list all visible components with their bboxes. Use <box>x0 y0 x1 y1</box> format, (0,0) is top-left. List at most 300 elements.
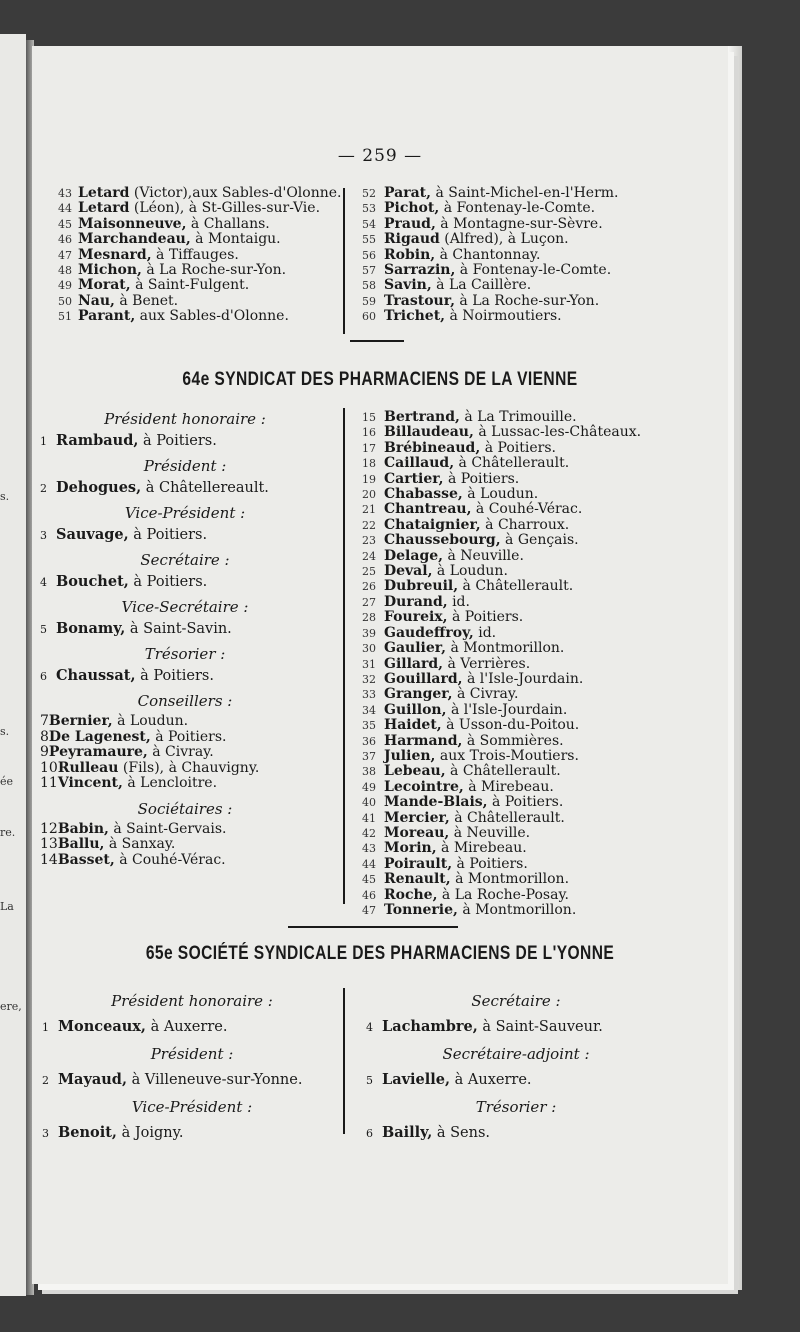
entry-name: Bonamy, <box>56 620 126 637</box>
entry-number: 43 <box>362 842 376 856</box>
list-item <box>362 502 722 517</box>
list-item <box>362 703 722 718</box>
section-64-officers <box>40 402 330 868</box>
entry-location: à La Trimouille. <box>464 409 577 425</box>
entry-name: Letard <box>78 200 130 217</box>
entry-number: 8 <box>40 728 49 745</box>
entry-location: aux Sables-d'Olonne. <box>139 308 289 325</box>
entry-number: 14 <box>40 851 58 868</box>
entry-number: 3 <box>40 529 47 542</box>
officer-entry <box>42 1071 342 1088</box>
entry-name: Morin, <box>384 840 437 857</box>
entry-name: Dehogues, <box>56 479 142 496</box>
list-item <box>362 441 722 456</box>
entry-name: Benoit, <box>58 1124 117 1141</box>
officer-entry <box>42 1124 342 1141</box>
entry-location: à Mirebeau. <box>468 778 554 795</box>
entry-location: à Tiffauges. <box>156 246 239 263</box>
entry-name: Delage, <box>384 547 444 564</box>
entry-number: 20 <box>362 488 376 502</box>
entry-name: Gaulier, <box>384 640 446 657</box>
entry-number: 34 <box>362 703 376 717</box>
officer-title: Président honoraire : <box>104 410 266 428</box>
entry-number: 11 <box>40 775 58 791</box>
entry-name: Foureix, <box>384 609 448 626</box>
edge-fragment: s. <box>0 725 10 738</box>
entry-name: Robin, <box>384 246 436 263</box>
entry-name: Trastour, <box>384 292 455 309</box>
entry-number: 53 <box>362 202 376 216</box>
entry-location: id. <box>452 593 470 610</box>
entry-number: 49 <box>58 279 72 293</box>
edge-fragment: La <box>0 900 14 913</box>
edge-fragment: ere, <box>0 1000 22 1013</box>
entry-number: 1 <box>42 1021 49 1034</box>
list-item <box>40 776 330 792</box>
list-item <box>362 610 722 625</box>
entry-name: Parant, <box>78 308 136 325</box>
entry-location: à Sanxay. <box>108 836 176 852</box>
list-item <box>362 641 722 656</box>
entry-name: Basset, <box>57 851 115 868</box>
edge-fragment: ée <box>0 775 14 788</box>
officer-title: Trésorier : <box>144 645 226 663</box>
entry-number: 49 <box>362 780 376 794</box>
entry-location: (Victor),aux Sables-d'Olonne. <box>133 185 342 201</box>
list-item <box>40 714 330 730</box>
entry-name: Bailly, <box>382 1124 433 1141</box>
entry-location: à Poitiers. <box>484 439 556 456</box>
entry-location: à Joigny. <box>121 1125 184 1141</box>
entry-location: à Poitiers. <box>133 527 208 543</box>
entry-name: Gaudeffroy, <box>384 624 474 641</box>
section-65-right <box>366 982 666 1143</box>
list-item <box>362 309 702 324</box>
officer-title: Secrétaire : <box>140 551 230 569</box>
entry-number: 36 <box>362 734 376 748</box>
entry-location: à Noirmoutiers. <box>449 308 562 325</box>
entry-number: 23 <box>362 534 376 548</box>
entry-number: 60 <box>362 310 376 324</box>
entry-name: Savin, <box>384 277 432 294</box>
entry-name: De Lagenest, <box>48 728 151 745</box>
entry-number: 6 <box>40 670 47 683</box>
entry-location: id. <box>478 624 497 641</box>
entry-name: Bernier, <box>48 713 113 729</box>
entry-name: Haidet, <box>384 717 442 734</box>
entry-number: 27 <box>362 595 376 609</box>
entry-location: à La Roche-Posay. <box>441 886 569 903</box>
entry-location: à Châtellerault. <box>450 763 561 780</box>
list-item <box>58 309 358 324</box>
entry-number: 18 <box>362 457 376 471</box>
officer-entry <box>40 620 330 637</box>
entry-location: à Montagne-sur-Sèvre. <box>440 215 603 232</box>
entry-location: à Poitiers. <box>143 433 217 449</box>
list-item <box>362 248 702 263</box>
section-65-left <box>42 982 342 1143</box>
entry-location: à Verrières. <box>447 655 531 672</box>
entry-number: 55 <box>362 233 376 247</box>
entry-number: 13 <box>40 836 58 852</box>
entry-location: à Sommières. <box>466 732 564 749</box>
list-item <box>362 518 722 533</box>
entry-number: 15 <box>362 411 376 424</box>
entry-number: 30 <box>362 642 376 656</box>
entry-name: Roche, <box>384 886 438 903</box>
entry-location: à Poitiers. <box>492 794 564 811</box>
list-item <box>362 811 722 826</box>
entry-number: 17 <box>362 441 376 455</box>
entry-number: 4 <box>40 576 47 589</box>
entry-location: à Saint-Sauveur. <box>482 1019 603 1035</box>
entry-number: 24 <box>362 549 376 563</box>
entry-location: à Poitiers. <box>155 728 227 745</box>
list-item <box>362 764 722 779</box>
entry-number: 21 <box>362 503 376 517</box>
entry-location: à Montmorillon. <box>450 640 565 657</box>
entry-location: à La Roche-sur-Yon. <box>146 262 287 279</box>
officer-title: Président honoraire : <box>111 992 273 1010</box>
entry-number: 45 <box>362 873 376 887</box>
entry-number: 4 <box>366 1021 373 1034</box>
entry-name: Monceaux, <box>58 1018 146 1035</box>
entry-number: 2 <box>42 1074 49 1087</box>
entry-number: 2 <box>40 482 47 495</box>
entry-number: 43 <box>58 187 72 200</box>
entry-number: 26 <box>362 580 376 594</box>
list-item <box>362 841 722 856</box>
entry-number: 3 <box>42 1127 49 1140</box>
entry-number: 59 <box>362 294 376 308</box>
entry-name: Lecointre, <box>384 778 464 795</box>
entry-number: 9 <box>40 744 49 760</box>
entry-name: Guillon, <box>384 701 447 718</box>
officer-title: Vice-Président : <box>131 1098 253 1116</box>
entry-name: Trichet, <box>384 308 446 325</box>
entry-number: 22 <box>362 518 376 532</box>
list-item <box>362 903 722 918</box>
entry-number: 5 <box>40 623 47 636</box>
entry-location: à La Roche-sur-Yon. <box>459 292 600 309</box>
left-page-fragments <box>0 34 26 1296</box>
entry-number: 31 <box>362 657 376 671</box>
entry-name: Letard <box>78 185 130 201</box>
entry-name: Praud, <box>384 215 436 232</box>
list-item <box>362 533 722 548</box>
entry-name: Rigaud <box>384 231 440 248</box>
entry-name: Morat, <box>78 277 131 294</box>
entry-name: Granger, <box>384 686 453 703</box>
entry-name: Tonnerie, <box>384 902 458 918</box>
entry-number: 44 <box>58 202 72 216</box>
entry-number: 32 <box>362 672 376 686</box>
entry-number: 19 <box>362 472 376 486</box>
column-divider <box>343 988 345 1134</box>
entry-name: Babin, <box>57 820 109 837</box>
page-number: — 259 — <box>337 146 423 166</box>
list-item <box>362 795 722 810</box>
entry-location: à Saint-Savin. <box>129 621 232 637</box>
entry-name: Lachambre, <box>382 1018 478 1035</box>
officer-entry <box>40 667 330 684</box>
officer-entry <box>40 526 330 543</box>
entry-number: 5 <box>366 1074 373 1087</box>
entry-number: 48 <box>58 264 72 278</box>
list-item <box>362 872 722 887</box>
list-item <box>362 549 722 564</box>
entry-location: à l'Isle-Jourdain. <box>450 701 568 718</box>
entry-number: 10 <box>40 759 58 776</box>
entry-location: (Fils), à Chauvigny. <box>122 759 260 776</box>
entry-name: Nau, <box>78 292 115 309</box>
list-item <box>40 761 330 777</box>
entry-location: à Couhé-Vérac. <box>119 851 226 868</box>
entry-location: aux Trois-Moutiers. <box>439 747 579 764</box>
entry-name: Michon, <box>78 262 142 279</box>
entry-name: Rambaud, <box>56 432 139 449</box>
list-item <box>362 672 722 687</box>
entry-location: à Usson-du-Poitou. <box>446 717 580 734</box>
entry-number: 35 <box>362 719 376 733</box>
entry-location: à Poitiers. <box>447 470 520 487</box>
entry-number: 44 <box>362 857 376 871</box>
section-rule <box>288 926 458 928</box>
entry-name: Chataignier, <box>384 516 481 533</box>
list-item <box>58 201 358 216</box>
officer-entry <box>40 479 330 496</box>
entry-number: 42 <box>362 826 376 840</box>
entry-location: (Léon), à St-Gilles-sur-Vie. <box>133 200 321 217</box>
list-item <box>362 657 722 672</box>
entry-name: Vincent, <box>57 775 123 791</box>
entry-location: à La Caillère. <box>436 277 532 294</box>
entry-location: à Lencloitre. <box>127 775 218 791</box>
page-content <box>32 46 728 1284</box>
entry-location: à Montmorillon. <box>455 871 570 888</box>
entry-number: 6 <box>366 1127 373 1140</box>
list-item <box>362 472 722 487</box>
officer-title: Président : <box>150 1045 234 1063</box>
officer-title: Vice-Secrétaire : <box>121 598 249 616</box>
entry-name: Poirault, <box>384 855 453 872</box>
section-64-heading: 64e SYNDICAT DES PHARMACIENS DE LA VIENNE <box>182 369 578 390</box>
entry-number: 51 <box>58 310 72 324</box>
entry-location: à Châtellerault. <box>462 578 574 595</box>
column-divider <box>343 408 345 904</box>
list-item <box>362 232 702 247</box>
officer-entry <box>366 1018 666 1035</box>
officer-entry <box>40 573 330 590</box>
entry-number: 50 <box>58 294 72 308</box>
entry-name: Moreau, <box>384 824 450 841</box>
entry-number: 41 <box>362 811 376 825</box>
officer-title: Président : <box>143 457 227 475</box>
entry-number: 45 <box>58 217 72 231</box>
page-edge-strip <box>728 46 742 1290</box>
entry-name: Chantreau, <box>384 501 472 518</box>
entry-location: à Poitiers. <box>140 668 214 684</box>
entry-number: 7 <box>40 713 49 729</box>
section-64-members <box>362 410 722 918</box>
officer-entry <box>40 432 330 449</box>
officer-title: Secrétaire-adjoint : <box>442 1045 590 1063</box>
entry-number: 39 <box>362 626 376 640</box>
entry-location: à Chantonnay. <box>439 246 541 263</box>
edge-fragment: s. <box>0 490 10 503</box>
entry-name: Gillard, <box>384 655 444 672</box>
entry-number: 57 <box>362 264 376 278</box>
list-item <box>362 718 722 733</box>
entry-number: 54 <box>362 217 376 231</box>
entry-location: à Poitiers. <box>456 855 528 872</box>
entry-number: 25 <box>362 565 376 579</box>
entry-number: 58 <box>362 279 376 293</box>
entry-location: à Gençais. <box>505 532 579 549</box>
list-item <box>362 579 722 594</box>
list-item <box>362 857 722 872</box>
book-page <box>32 46 728 1284</box>
entry-number: 47 <box>58 248 72 262</box>
entry-name: Marchandeau, <box>78 231 191 248</box>
entry-name: Lebeau, <box>384 763 446 780</box>
entry-location: à Auxerre. <box>150 1019 228 1035</box>
entry-location: à Sens. <box>436 1125 491 1141</box>
list-item <box>58 248 358 263</box>
entry-name: Pichot, <box>384 200 440 217</box>
entry-location: à Châtellerault. <box>454 809 565 826</box>
entry-name: Renault, <box>384 871 451 888</box>
entry-location: à Neuville. <box>447 547 524 564</box>
entry-name: Peyramaure, <box>48 744 148 760</box>
entry-name: Mande-Blais, <box>384 794 488 811</box>
entry-name: Mayaud, <box>58 1071 127 1088</box>
list-item <box>58 278 358 293</box>
entry-location: à Saint-Fulgent. <box>135 277 250 294</box>
entry-location: à Fontenay-le-Comte. <box>459 262 612 279</box>
entry-name: Bouchet, <box>56 573 129 590</box>
entry-number: 38 <box>362 765 376 779</box>
list-item <box>40 822 330 838</box>
entry-name: Dubreuil, <box>384 578 459 595</box>
entry-location: à Poitiers. <box>133 574 208 590</box>
entry-location: à Montaigu. <box>195 231 281 248</box>
officer-title: Secrétaire : <box>471 992 561 1010</box>
officer-title: Vice-Président : <box>124 504 246 522</box>
list-item <box>362 201 702 216</box>
list-item <box>362 687 722 702</box>
list-item <box>362 734 722 749</box>
entry-location: à Neuville. <box>453 824 531 841</box>
list-item <box>362 780 722 795</box>
entry-number: 12 <box>40 820 58 837</box>
list-item <box>362 217 702 232</box>
entry-name: Caillaud, <box>384 455 455 472</box>
entry-location: à Civray. <box>456 686 519 703</box>
entry-location: à Loudun. <box>467 486 539 503</box>
entry-location: à Montmorillon. <box>462 902 577 918</box>
entry-location: à Saint-Michel-en-l'Herm. <box>435 185 619 201</box>
list-item <box>362 278 702 293</box>
list-63-left <box>58 186 358 325</box>
list-item <box>362 425 722 440</box>
entry-name: Bertrand, <box>384 409 460 425</box>
entry-name: Maisonneuve, <box>78 215 187 232</box>
entry-name: Mercier, <box>384 809 450 826</box>
list-item <box>40 745 330 761</box>
entry-number: 28 <box>362 611 376 625</box>
entry-location: à Châtellerault. <box>458 455 570 472</box>
entry-name: Lavielle, <box>382 1071 451 1088</box>
entry-location: à Challans. <box>190 215 270 232</box>
entry-location: à Benet. <box>119 292 179 309</box>
list-item <box>58 232 358 247</box>
entry-name: Brébineaud, <box>384 439 481 456</box>
entry-location: à Auxerre. <box>454 1072 532 1088</box>
entry-name: Chaussebourg, <box>384 532 501 549</box>
list-item <box>58 217 358 232</box>
conseillers-title: Conseillers : <box>137 692 233 710</box>
entry-number: 16 <box>362 426 376 440</box>
officer-entry <box>42 1018 342 1035</box>
entry-name: Cartier, <box>384 470 444 487</box>
entry-number: 40 <box>362 796 376 810</box>
officer-entry <box>366 1124 666 1141</box>
entry-name: Billaudeau, <box>384 424 474 441</box>
entry-number: 33 <box>362 688 376 702</box>
entry-name: Gouillard, <box>384 670 463 687</box>
list-item <box>40 730 330 746</box>
entry-location: à Couhé-Vérac. <box>475 501 583 518</box>
entry-name: Durand, <box>384 593 448 610</box>
entry-location: à Poitiers. <box>451 609 524 626</box>
officer-entry <box>366 1071 666 1088</box>
entry-number: 46 <box>58 233 72 247</box>
entry-location: à l'Isle-Jourdain. <box>467 670 584 687</box>
list-item <box>362 456 722 471</box>
list-item <box>40 837 330 853</box>
section-65-heading: 65e SOCIÉTÉ SYNDICALE DES PHARMACIENS DE L'YONNE <box>145 943 615 964</box>
entry-number: 46 <box>362 888 376 902</box>
entry-name: Parat, <box>384 185 432 201</box>
edge-fragment: re. <box>0 826 16 839</box>
list-63-right <box>362 186 702 325</box>
officer-title: Trésorier : <box>475 1098 557 1116</box>
section-rule <box>350 340 404 342</box>
list-item <box>58 294 358 309</box>
entry-name: Chabasse, <box>384 486 463 503</box>
entry-number: 37 <box>362 749 376 763</box>
entry-location: à Villeneuve-sur-Yonne. <box>131 1072 303 1088</box>
entry-location: à Fontenay-le-Comte. <box>443 200 596 217</box>
entry-number: 56 <box>362 248 376 262</box>
list-item <box>362 294 702 309</box>
entry-number: 1 <box>40 435 47 448</box>
entry-name: Harmand, <box>384 732 463 749</box>
entry-location: à Loudun. <box>117 713 189 729</box>
left-page-edge <box>0 34 26 1296</box>
entry-name: Sauvage, <box>56 526 129 543</box>
entry-name: Ballu, <box>57 836 105 852</box>
entry-name: Sarrazin, <box>384 262 456 279</box>
entry-location: à Charroux. <box>485 516 570 533</box>
entry-name: Chaussat, <box>56 667 136 684</box>
entry-location: à Châtellereault. <box>145 480 269 496</box>
list-item <box>40 853 330 869</box>
entry-location: à Lussac-les-Châteaux. <box>478 424 642 441</box>
entry-name: Mesnard, <box>78 246 152 263</box>
entry-name: Julien, <box>384 747 436 764</box>
